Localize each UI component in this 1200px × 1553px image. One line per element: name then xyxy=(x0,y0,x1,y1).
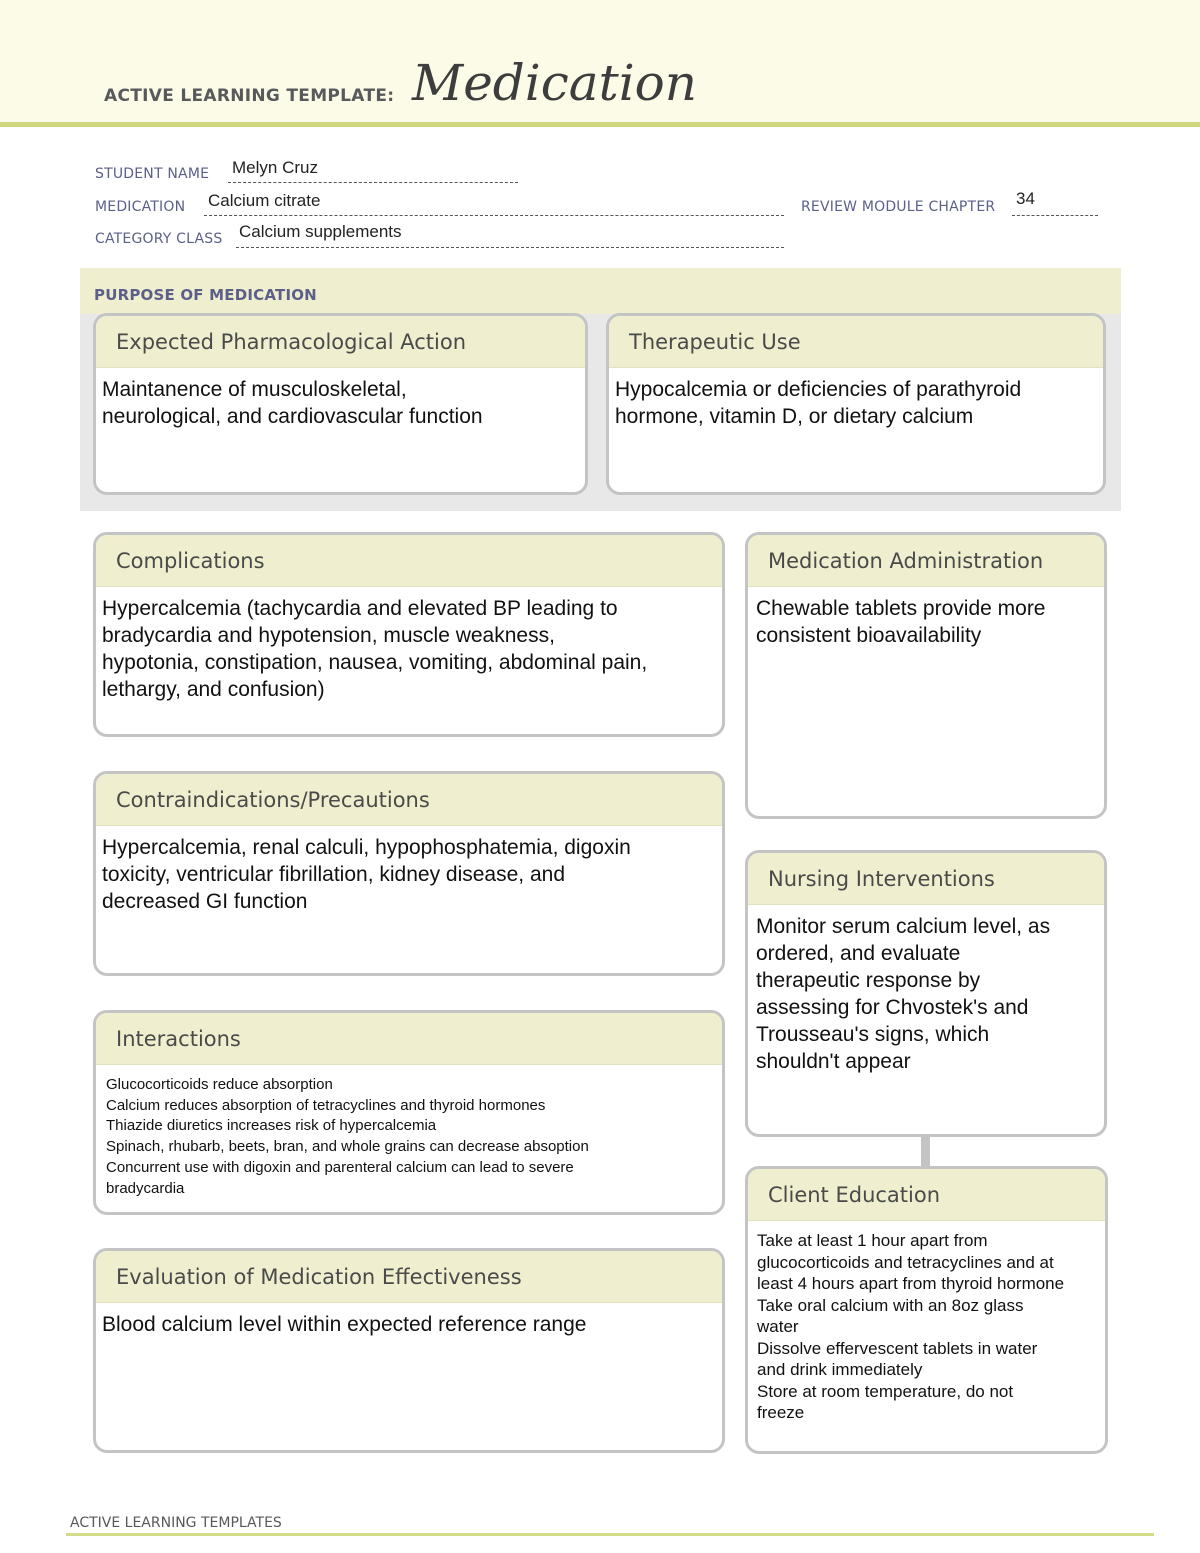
category-class-line xyxy=(236,247,784,248)
purpose-title: PURPOSE OF MEDICATION xyxy=(94,286,317,304)
medication-label: MEDICATION xyxy=(95,199,186,215)
interactions-header xyxy=(96,1013,722,1065)
student-name-field[interactable]: Melyn Cruz xyxy=(232,158,318,177)
client-education-text[interactable]: Take at least 1 hour apart from glucocorticoids and tetracyclines and at least 4 hours apart from thyroid hormone Take oral calcium with an 8oz glass water Dissolve effervescent tablets in water and drink immediately Store at room temperature, do not freeze xyxy=(757,1231,1065,1422)
nursing-interventions-title: Nursing Interventions xyxy=(768,866,995,891)
interactions-title: Interactions xyxy=(116,1026,241,1051)
student-name-line xyxy=(228,182,518,183)
footer-label: ACTIVE LEARNING TEMPLATES xyxy=(70,1515,282,1531)
complications-title: Complications xyxy=(116,548,265,573)
client-education-box xyxy=(745,1166,1108,1454)
contraindications-header xyxy=(96,774,722,826)
student-name-label: STUDENT NAME xyxy=(95,166,210,182)
expected-action-header xyxy=(96,316,585,368)
footer-divider xyxy=(66,1533,1154,1536)
nursing-interventions-text[interactable]: Monitor serum calcium level, as ordered, and evaluate therapeutic response by assessing for Chvostek's and Trousseau's signs, which shouldn't appear xyxy=(756,915,1051,1073)
review-module-label: REVIEW MODULE CHAPTER xyxy=(801,199,996,215)
client-education-header xyxy=(748,1169,1105,1221)
medication-line xyxy=(204,215,784,216)
expected-action-text[interactable]: Maintanence of musculoskeletal, neurological, and cardiovascular function xyxy=(102,378,483,428)
medication-administration-title: Medication Administration xyxy=(768,548,1044,573)
nursing-interventions-header xyxy=(748,853,1104,905)
evaluation-box xyxy=(93,1248,725,1453)
medication-administration-box xyxy=(745,532,1107,819)
review-module-field[interactable]: 34 xyxy=(1016,189,1035,208)
contraindications-text[interactable]: Hypercalcemia, renal calculi, hypophosphatemia, digoxin toxicity, ventricular fibrillation, kidney disease, and decreased GI function xyxy=(102,836,631,913)
therapeutic-use-box xyxy=(606,313,1106,495)
medication-administration-text[interactable]: Chewable tablets provide more consistent bioavailability xyxy=(756,597,1046,647)
complications-text[interactable]: Hypercalcemia (tachycardia and elevated BP leading to bradycardia and hypotension, muscle weakness, hypotonia, constipation, nausea, vomiting, abdominal pain, lethargy, and confusion) xyxy=(102,597,648,701)
complications-header xyxy=(96,535,722,587)
expected-action-box xyxy=(93,313,588,495)
therapeutic-use-text[interactable]: Hypocalcemia or deficiencies of parathyroid hormone, vitamin D, or dietary calcium xyxy=(615,378,1022,428)
medication-field[interactable]: Calcium citrate xyxy=(208,191,321,210)
evaluation-text[interactable]: Blood calcium level within expected reference range xyxy=(102,1313,587,1336)
nursing-interventions-box xyxy=(745,850,1107,1137)
evaluation-header xyxy=(96,1251,722,1303)
expected-action-title: Expected Pharmacological Action xyxy=(116,329,467,354)
review-module-line xyxy=(1012,215,1098,216)
header-divider xyxy=(0,122,1200,127)
therapeutic-use-title: Therapeutic Use xyxy=(629,329,801,354)
contraindications-box xyxy=(93,771,725,976)
category-class-field[interactable]: Calcium supplements xyxy=(239,222,402,241)
template-title: Medication xyxy=(412,54,697,112)
client-education-title: Client Education xyxy=(768,1182,941,1207)
complications-box xyxy=(93,532,725,737)
medication-administration-header xyxy=(748,535,1104,587)
interactions-box xyxy=(93,1010,725,1215)
interactions-text[interactable]: Glucocorticoids reduce absorption Calcium reduces absorption of tetracyclines and thyroid hormones Thiazide diuretics increases risk of hypercalcemia Spinach, rhubarb, beets, bran, and whole grains can decrease absoption Concurrent use with digoxin and parenteral calcium can lead to severe bradycardia xyxy=(106,1076,589,1197)
evaluation-title: Evaluation of Medication Effectiveness xyxy=(116,1264,522,1289)
therapeutic-use-header xyxy=(609,316,1103,368)
contraindications-title: Contraindications/Precautions xyxy=(116,787,430,812)
box-connector xyxy=(921,1134,930,1166)
template-label: ACTIVE LEARNING TEMPLATE: xyxy=(104,86,395,106)
category-class-label: CATEGORY CLASS xyxy=(95,231,223,247)
